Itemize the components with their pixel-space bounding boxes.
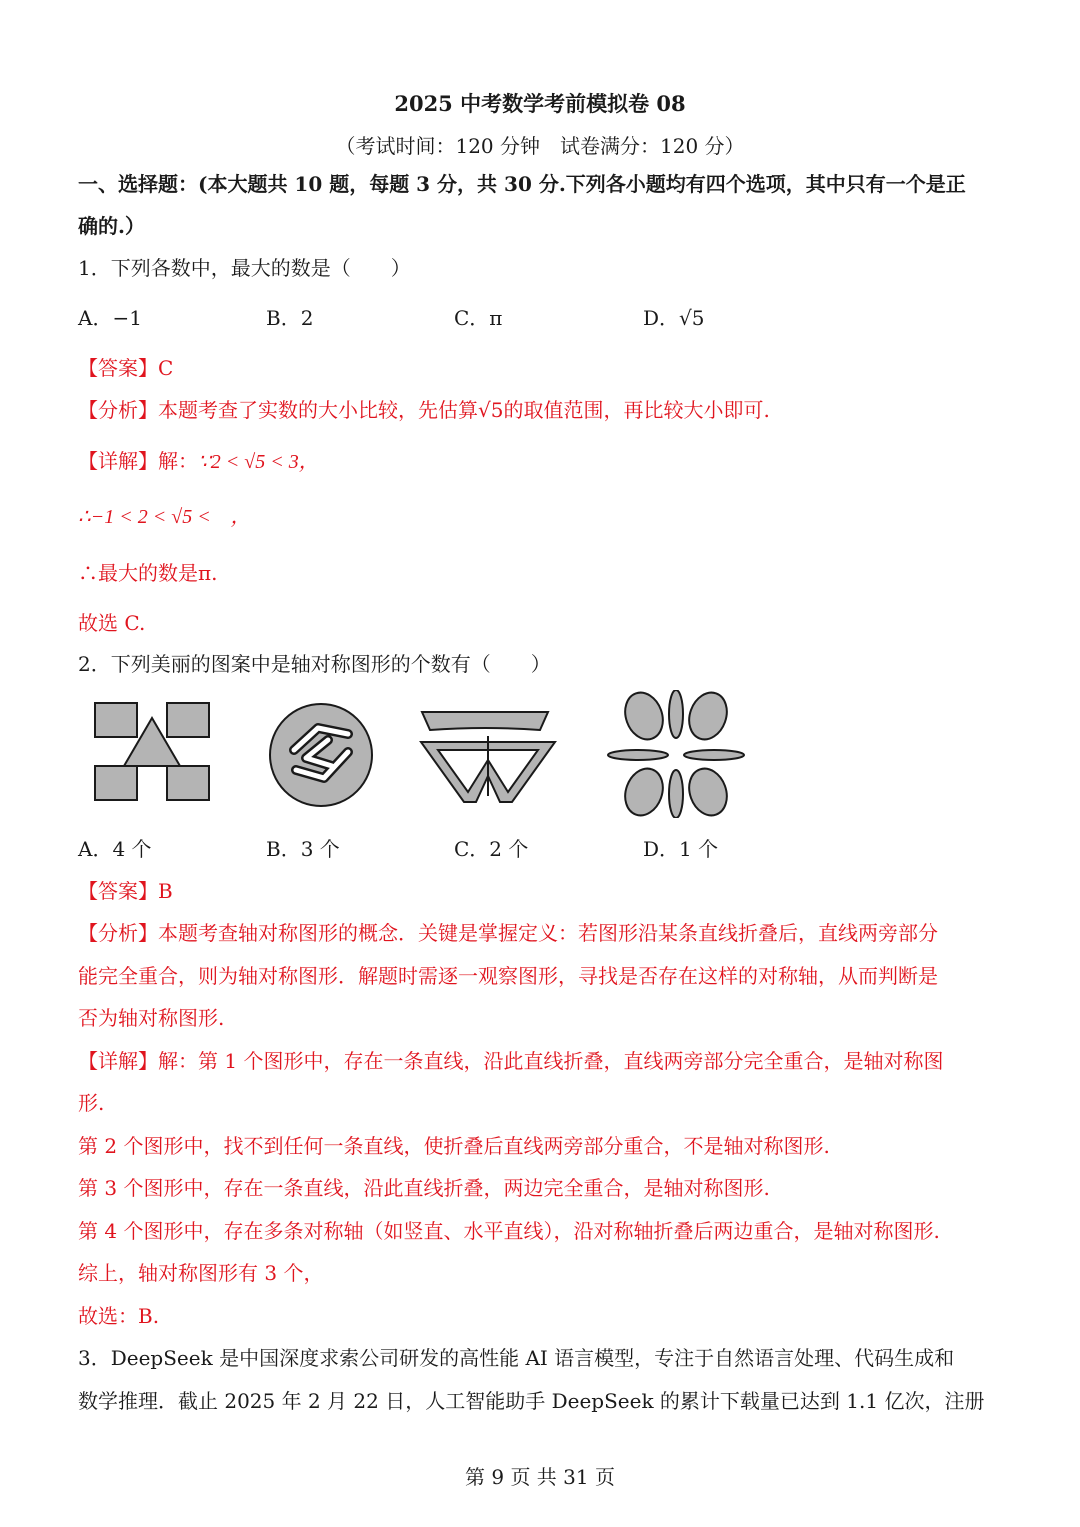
q2-summary: 综上，轴对称图形有 3 个，	[78, 1261, 324, 1285]
q1-analysis-sqrt: √5	[478, 398, 504, 422]
q2-conclusion: 故选：B.	[78, 1304, 160, 1328]
figure-ellipses	[606, 690, 746, 818]
q1-analysis-suffix: 的取值范围，再比较大小即可.	[503, 398, 770, 422]
q2-answer: 【答案】B	[78, 879, 173, 903]
q1-option-c: C．π	[454, 306, 503, 330]
q2-detail-line2: 形.	[78, 1091, 105, 1115]
q1-analysis-prefix: 【分析】本题考查了实数的大小比较，先估算	[78, 398, 478, 422]
figure-circle-logo	[266, 700, 376, 810]
q1-analysis	[78, 398, 770, 422]
q2-detail-line1: 【详解】解：第 1 个图形中，存在一条直线，沿此直线折叠，直线两旁部分完全重合，是轴对称图	[78, 1049, 944, 1073]
figure-bowl-w	[418, 706, 558, 806]
figure-squares-triangle	[92, 700, 212, 804]
q1-detail	[78, 449, 319, 474]
q2-analysis-line3: 否为轴对称图形.	[78, 1006, 225, 1030]
q1-answer: 【答案】C	[78, 356, 174, 380]
q2-analysis-line2: 能完全重合，则为轴对称图形．解题时需逐一观察图形，寻找是否存在这样的对称轴，从而判断是	[78, 964, 938, 988]
q1-conclusion: 故选 C.	[78, 611, 146, 635]
exam-info: （考试时间：120 分钟 试卷满分：120 分）	[335, 134, 745, 158]
q1-step1: ∴−1 < 2 < √5 < ，	[78, 506, 251, 528]
q1-option-d: D．√5	[643, 306, 705, 330]
q2-detail-line5: 第 4 个图形中，存在多条对称轴（如竖直、水平直线），沿对称轴折叠后两边重合，是轴对称图形.	[78, 1219, 940, 1243]
page-title: 2025 中考数学考前模拟卷 08	[394, 91, 686, 116]
section-heading-line1: 一、选择题：(本大题共 10 题，每题 3 分，共 30 分.下列各小题均有四个选项，其中只有一个是正	[78, 172, 966, 196]
q1-option-b: B．2	[266, 306, 314, 330]
q2-option-a: A．4 个	[78, 837, 152, 861]
q3-line1: 3．DeepSeek 是中国深度求索公司研发的高性能 AI 语言模型，专注于自然语言处理、代码生成和	[78, 1346, 955, 1370]
q2-stem: 2．下列美丽的图案中是轴对称图形的个数有（ ）	[78, 652, 551, 676]
q2-detail-line4: 第 3 个图形中，存在一条直线，沿此直线折叠，两边完全重合，是轴对称图形.	[78, 1176, 770, 1200]
section-heading-line2: 确的.）	[78, 214, 145, 238]
q1-step2: ∴最大的数是π.	[78, 561, 218, 585]
q1-option-a: A．−1	[78, 306, 142, 330]
page-number: 第 9 页 共 31 页	[465, 1465, 615, 1489]
q2-option-c: C．2 个	[454, 837, 529, 861]
q1-detail-math: ∵2 < √5 < 3，	[198, 451, 319, 473]
q2-option-d: D．1 个	[643, 837, 719, 861]
q1-detail-prefix: 【详解】解：	[78, 449, 198, 473]
q2-detail-line3: 第 2 个图形中，找不到任何一条直线，使折叠后直线两旁部分重合，不是轴对称图形.	[78, 1134, 830, 1158]
q2-analysis-line1: 【分析】本题考查轴对称图形的概念．关键是掌握定义：若图形沿某条直线折叠后，直线两旁部分	[78, 921, 938, 945]
q1-stem: 1．下列各数中，最大的数是（ ）	[78, 256, 411, 280]
q3-line2: 数学推理．截止 2025 年 2 月 22 日，人工智能助手 DeepSeek 的累计下载量已达到 1.1 亿次，注册	[78, 1389, 985, 1413]
q2-option-b: B．3 个	[266, 837, 340, 861]
